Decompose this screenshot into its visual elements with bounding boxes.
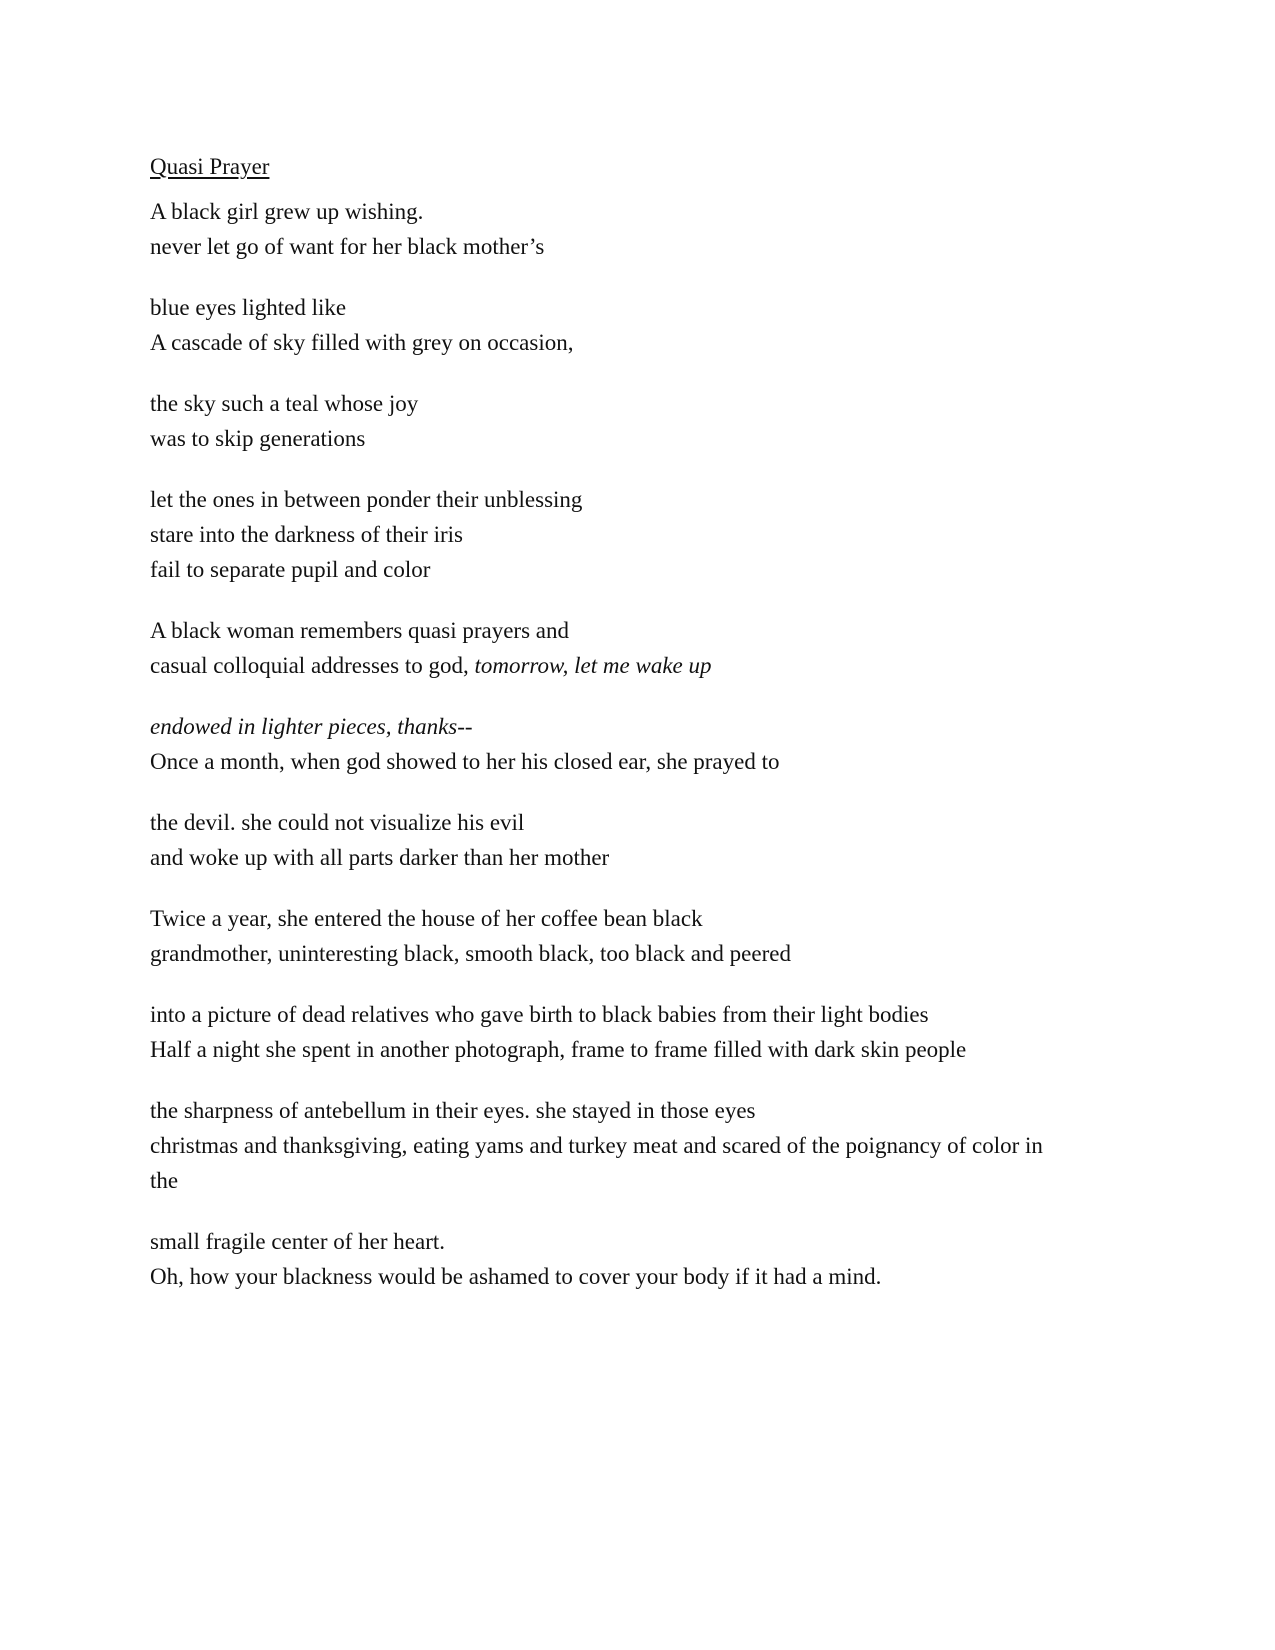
poem-line-italic-text: tomorrow, let me wake up bbox=[474, 653, 712, 678]
poem-line-italic-text: endowed in lighter pieces, thanks bbox=[150, 714, 458, 739]
poem-line: into a picture of dead relatives who gave birth to black babies from their light bodies bbox=[150, 1002, 929, 1027]
stanza-6 bbox=[150, 709, 1150, 779]
stanza-5 bbox=[150, 613, 1150, 683]
poem-line bbox=[150, 709, 1150, 744]
poem-line: A black woman remembers quasi prayers and bbox=[150, 618, 569, 643]
poem-line: Oh, how your blackness would be ashamed to cover your body if it had a mind. bbox=[150, 1264, 882, 1289]
poem-line: Half a night she spent in another photograph, frame to frame filled with dark skin people bbox=[150, 1037, 967, 1062]
stanza-3 bbox=[150, 386, 1150, 456]
poem-line bbox=[150, 648, 1150, 683]
stanza-11 bbox=[150, 1224, 1150, 1294]
poem-line: small fragile center of her heart. bbox=[150, 1229, 446, 1254]
stanza-1 bbox=[150, 194, 1150, 264]
stanza-7 bbox=[150, 805, 1150, 875]
poem-line: Twice a year, she entered the house of her coffee bean black bbox=[150, 906, 703, 931]
stanza-8 bbox=[150, 901, 1150, 971]
poem-line: A cascade of sky filled with grey on occasion, bbox=[150, 330, 574, 355]
poem-line-text: casual colloquial addresses to god, bbox=[150, 653, 475, 678]
poem-line: the devil. she could not visualize his evil bbox=[150, 810, 525, 835]
poem-line: and woke up with all parts darker than her mother bbox=[150, 845, 610, 870]
poem-line: christmas and thanksgiving, eating yams and turkey meat and scared of the poignancy of color in bbox=[150, 1133, 1043, 1158]
poem bbox=[150, 150, 1150, 1320]
poem-line: Once a month, when god showed to her his closed ear, she prayed to bbox=[150, 749, 780, 774]
stanza-10 bbox=[150, 1093, 1150, 1198]
poem-line: was to skip generations bbox=[150, 426, 366, 451]
poem-line-text: -- bbox=[457, 714, 473, 739]
poem-line: fail to separate pupil and color bbox=[150, 557, 431, 582]
poem-line: blue eyes lighted like bbox=[150, 295, 347, 320]
stanza-4 bbox=[150, 482, 1150, 587]
poem-line: A black girl grew up wishing. bbox=[150, 199, 424, 224]
poem-line: the sky such a teal whose joy bbox=[150, 391, 419, 416]
poem-line: grandmother, uninteresting black, smooth black, too black and peered bbox=[150, 941, 791, 966]
stanza-2 bbox=[150, 290, 1150, 360]
poem-title: Quasi Prayer bbox=[150, 154, 270, 179]
poem-line: never let go of want for her black mother’s bbox=[150, 234, 545, 259]
stanza-9 bbox=[150, 997, 1150, 1067]
poem-line: the sharpness of antebellum in their eyes. she stayed in those eyes bbox=[150, 1098, 756, 1123]
poem-line: stare into the darkness of their iris bbox=[150, 522, 463, 547]
poem-line: let the ones in between ponder their unblessing bbox=[150, 487, 583, 512]
poem-line: the bbox=[150, 1168, 179, 1193]
